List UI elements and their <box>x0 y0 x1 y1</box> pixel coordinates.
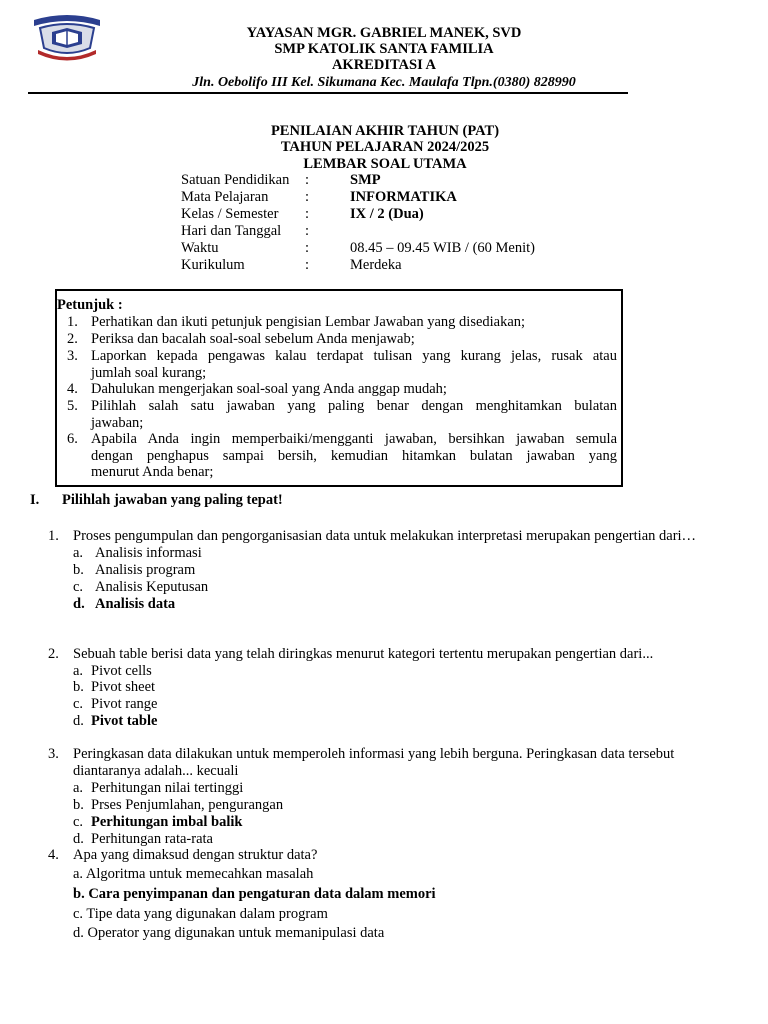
option-letter: d. <box>73 713 84 729</box>
question-number: 2. <box>48 646 59 662</box>
info-value: SMP <box>350 172 381 188</box>
school-crest-icon <box>30 12 104 62</box>
info-colon: : <box>305 223 310 239</box>
school-address: Jln. Oebolifo III Kel. Sikumana Kec. Maulafa Tlpn.(0380) 828990 <box>192 75 576 90</box>
question-text: Sebuah table berisi data yang telah diringkas menurut kategori tertentu merupakan pengertian dari... <box>73 646 654 662</box>
header-divider <box>28 92 628 94</box>
exam-year: TAHUN PELAJARAN 2024/2025 <box>280 139 490 155</box>
info-colon: : <box>305 206 310 222</box>
option-text: Pivot sheet <box>91 679 156 695</box>
info-colon: : <box>305 257 310 273</box>
instruction-number: 6. <box>67 431 78 447</box>
option-letter: b. <box>73 797 84 813</box>
exam-sheet-type: LEMBAR SOAL UTAMA <box>303 156 467 172</box>
section-heading <box>30 492 430 510</box>
info-value: 08.45 – 09.45 WIB / (60 Menit) <box>350 240 535 256</box>
info-label: Mata Pelajaran <box>181 189 269 205</box>
instruction-text: Apabila Anda ingin memperbaiki/mengganti jawaban, bersihkan jawaban semula <box>91 431 617 447</box>
question-number: 4. <box>48 847 59 863</box>
option-letter: c. <box>73 814 84 830</box>
info-value: Merdeka <box>350 257 402 273</box>
option-letter: a. <box>73 780 84 796</box>
option-text: Perhitungan rata-rata <box>91 831 213 847</box>
answer-option[interactable] <box>73 814 373 831</box>
answer-option[interactable] <box>73 797 373 814</box>
instruction-text: menurut Anda benar; <box>91 464 214 480</box>
answer-option[interactable] <box>73 562 373 579</box>
option-letter: d. <box>73 831 84 847</box>
info-label: Satuan Pendidikan <box>181 172 290 188</box>
question-1 <box>0 528 768 545</box>
instruction-number: 5. <box>67 398 78 414</box>
answer-option[interactable] <box>73 663 373 680</box>
answer-option[interactable] <box>73 831 373 848</box>
school-name: SMP KATOLIK SANTA FAMILIA <box>274 41 494 57</box>
info-label: Kelas / Semester <box>181 206 279 222</box>
info-value: INFORMATIKA <box>350 189 457 205</box>
question-number: 3. <box>48 746 59 762</box>
info-label: Kurikulum <box>181 257 245 273</box>
option-text: Prses Penjumlahan, pengurangan <box>91 797 284 813</box>
option-text: Pivot table <box>91 713 158 729</box>
question-4 <box>0 847 768 864</box>
info-colon: : <box>305 172 310 188</box>
question-number: 1. <box>48 528 59 544</box>
option-text: Perhitungan nilai tertinggi <box>91 780 244 796</box>
answer-option[interactable] <box>73 545 373 562</box>
instruction-text: Periksa dan bacalah soal-soal sebelum Anda menjawab; <box>91 331 415 347</box>
option-text: Analisis program <box>95 562 196 578</box>
answer-option[interactable] <box>73 713 373 730</box>
instruction-text: Perhatikan dan ikuti petunjuk pengisian Lembar Jawaban yang disediakan; <box>91 314 526 330</box>
answer-option[interactable]: c. Tipe data yang digunakan dalam program <box>73 906 328 922</box>
info-colon: : <box>305 189 310 205</box>
answer-option[interactable]: a. Algoritma untuk memecahkan masalah <box>73 866 314 882</box>
answer-option[interactable] <box>73 679 373 696</box>
instruction-text: Dahulukan mengerjakan soal-soal yang Anda anggap mudah; <box>91 381 447 397</box>
info-label: Hari dan Tanggal <box>181 223 282 239</box>
instruction-text: jawaban; <box>91 414 144 431</box>
question-text: diantaranya adalah... kecuali <box>73 763 239 779</box>
option-letter: b. <box>73 562 84 578</box>
option-text: Pivot cells <box>91 663 152 679</box>
info-label: Waktu <box>181 240 219 256</box>
option-letter: a. <box>73 663 84 679</box>
instruction-number: 4. <box>67 381 78 397</box>
instruction-text: Laporkan kepada pengawas kalau terdapat tulisan yang kurang jelas, rusak atau <box>91 348 617 364</box>
answer-option[interactable] <box>73 596 373 613</box>
option-text: Analisis informasi <box>95 545 202 561</box>
instructions-title: Petunjuk : <box>57 297 123 313</box>
instruction-text: dengan penghapus sampai bersih, kemudian hitamkan bulatan jawaban yang <box>91 447 617 464</box>
info-colon: : <box>305 240 310 256</box>
question-text: Peringkasan data dilakukan untuk memperoleh informasi yang lebih berguna. Peringkasan data tersebut <box>73 746 675 762</box>
option-letter: a. <box>73 545 84 561</box>
info-value: IX / 2 (Dua) <box>350 206 424 222</box>
question-3 <box>0 746 768 780</box>
instruction-number: 2. <box>67 331 78 347</box>
instruction-text: jumlah soal kurang; <box>91 364 207 381</box>
option-text: Analisis data <box>95 596 176 612</box>
accreditation: AKREDITASI A <box>331 57 437 73</box>
answer-option[interactable] <box>73 579 373 596</box>
option-letter: b. <box>73 679 84 695</box>
instructions-box <box>55 289 623 487</box>
option-text: Analisis Keputusan <box>95 579 209 595</box>
foundation-name: YAYASAN MGR. GABRIEL MANEK, SVD <box>246 25 522 41</box>
answer-option[interactable]: b. Cara penyimpanan dan pengaturan data dalam memori <box>73 886 436 902</box>
option-text: Perhitungan imbal balik <box>91 814 243 830</box>
answer-option[interactable] <box>73 696 373 713</box>
answer-option[interactable] <box>73 780 373 797</box>
section-number: I. <box>30 492 40 508</box>
option-text: Pivot range <box>91 696 158 712</box>
exam-title: PENILAIAN AKHIR TAHUN (PAT) <box>270 123 500 139</box>
question-text: Proses pengumpulan dan pengorganisasian data untuk melakukan interpretasi merupakan pengertian dari… <box>73 528 697 544</box>
option-letter: c. <box>73 579 84 595</box>
answer-option[interactable]: d. Operator yang digunakan untuk memanipulasi data <box>73 925 385 941</box>
option-letter: c. <box>73 696 84 712</box>
instruction-number: 3. <box>67 348 78 364</box>
question-text: Apa yang dimaksud dengan struktur data? <box>73 847 318 863</box>
option-letter: d. <box>73 596 85 612</box>
question-2 <box>0 646 768 663</box>
section-title: Pilihlah jawaban yang paling tepat! <box>62 492 283 508</box>
instruction-number: 1. <box>67 314 78 330</box>
instruction-text: Pilihlah salah satu jawaban yang paling benar dengan menghitamkan bulatan <box>91 398 617 414</box>
